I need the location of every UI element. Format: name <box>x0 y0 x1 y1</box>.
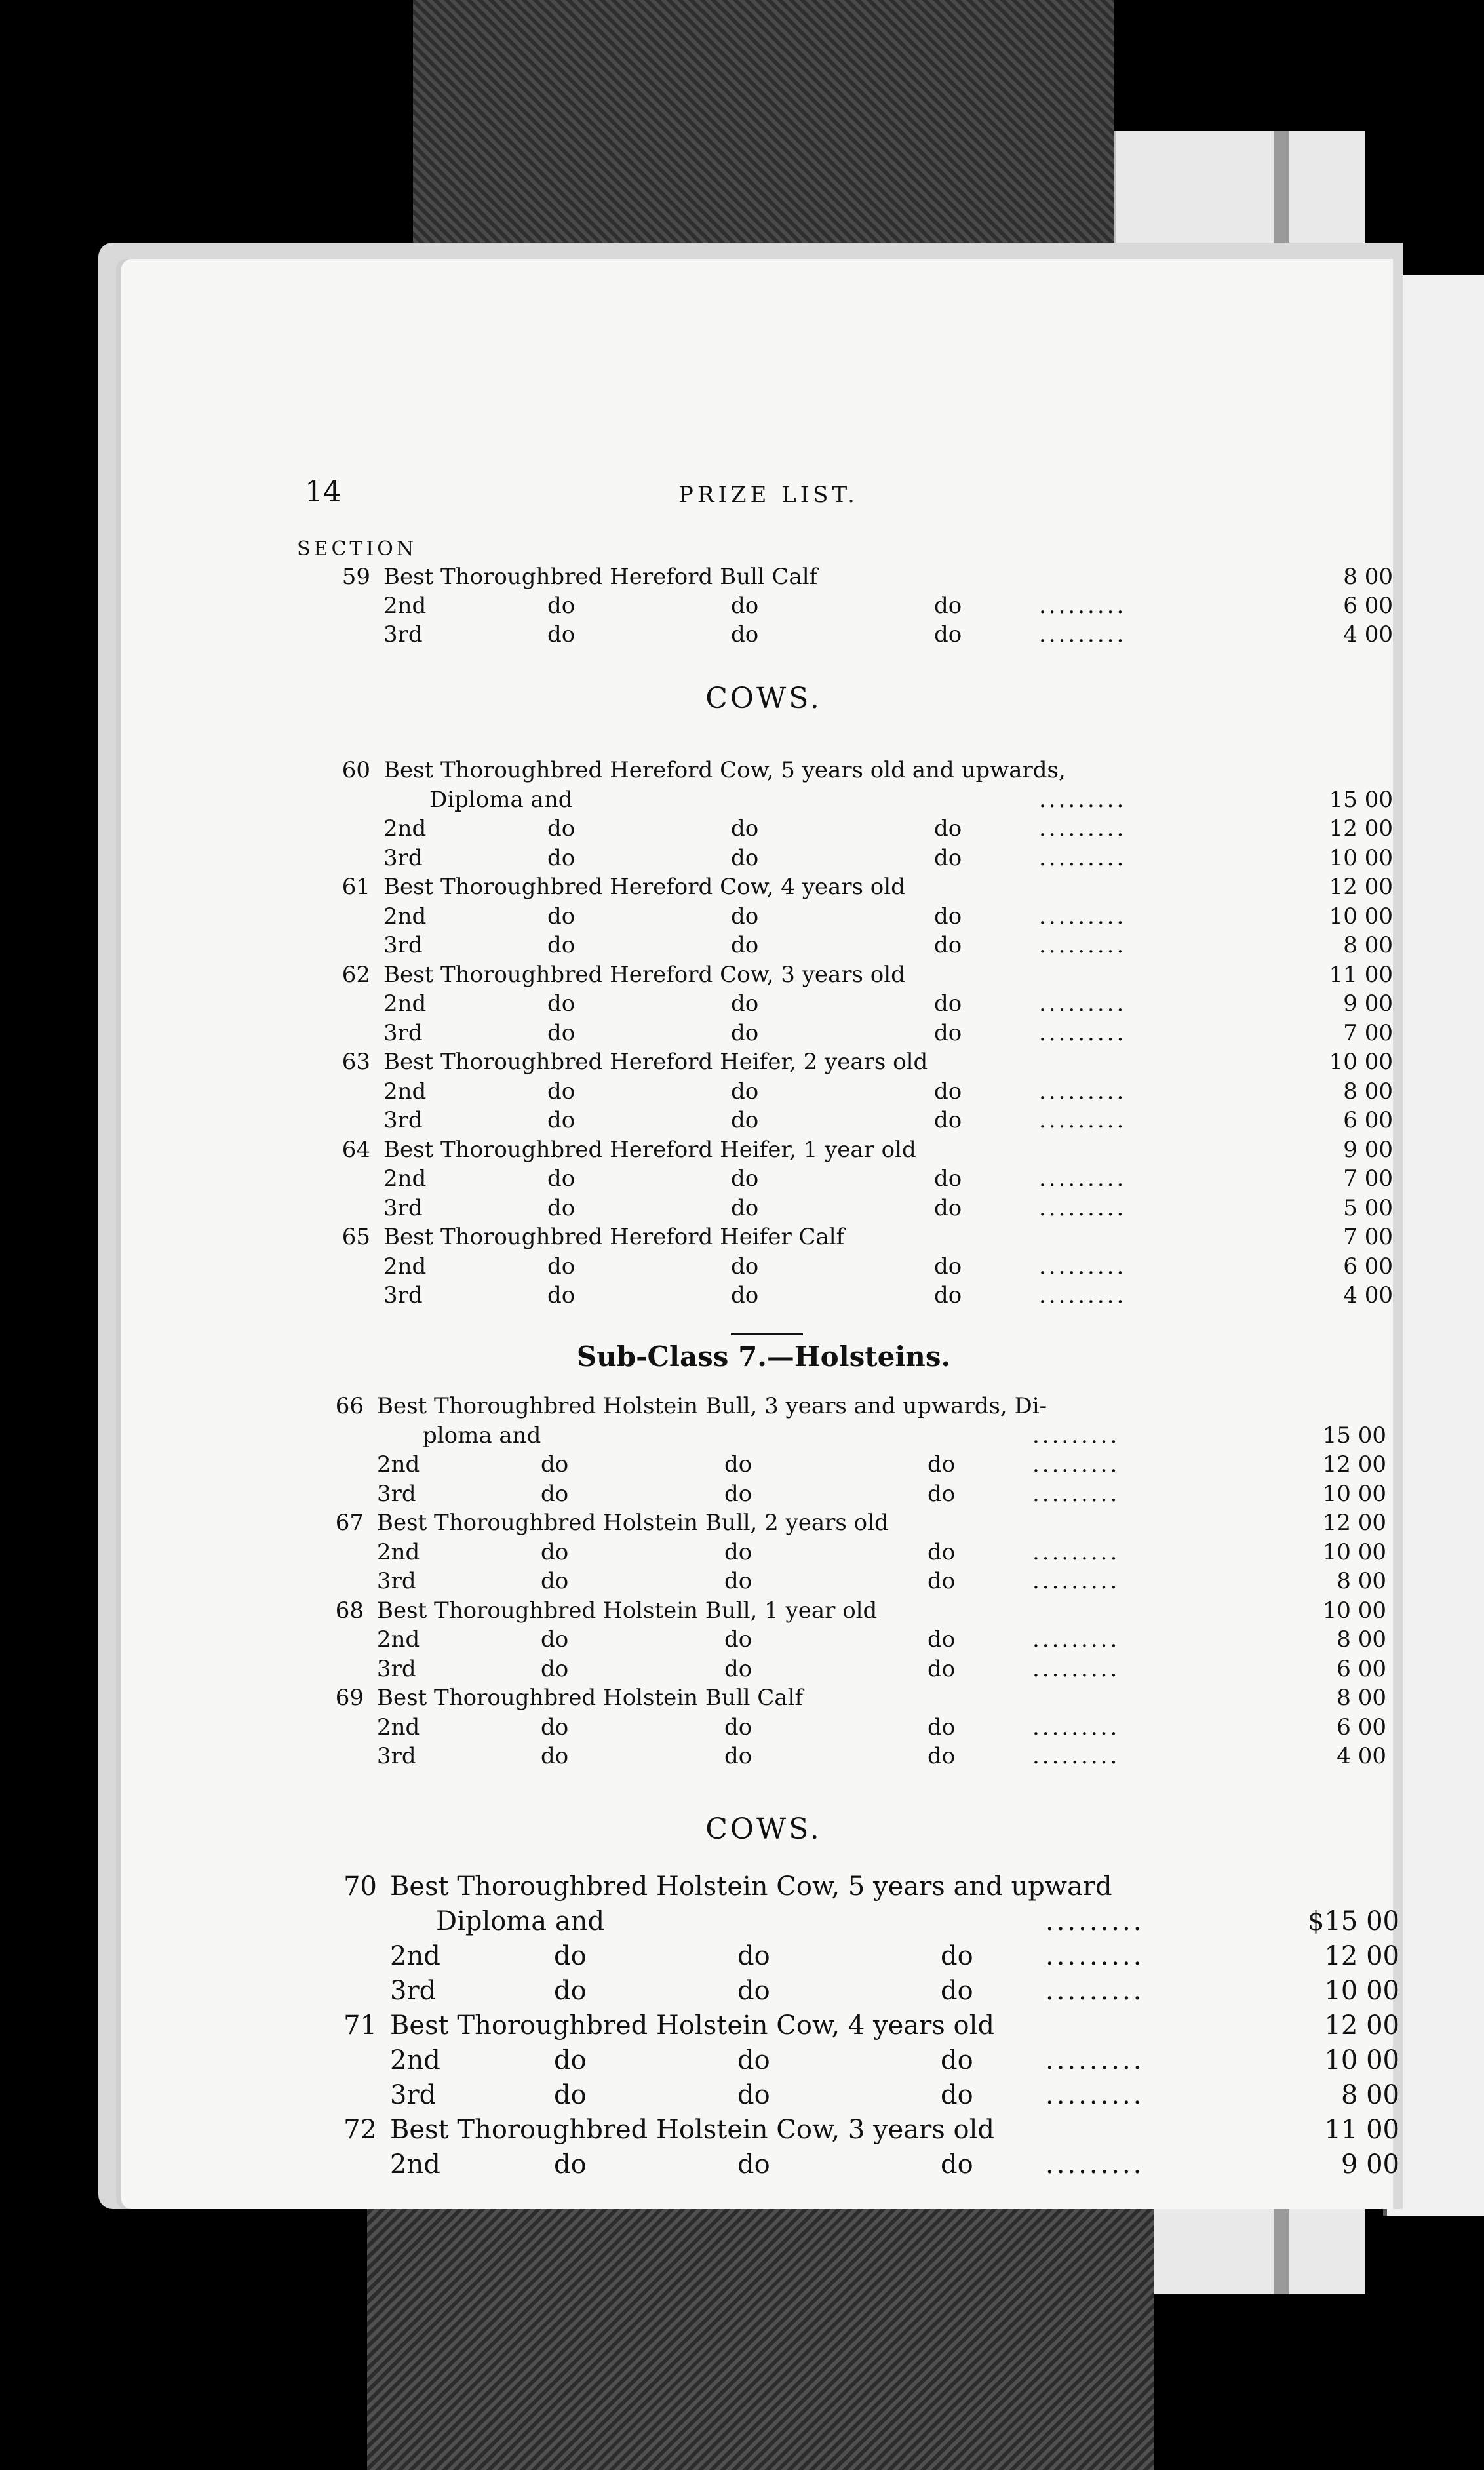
ditto-mark: do <box>724 1655 752 1682</box>
prize-row <box>128 1872 1413 1902</box>
prize-amount: 10 00 <box>1329 903 1393 930</box>
place-label: 2nd <box>377 1714 420 1740</box>
ditto-mark: do <box>928 1451 956 1478</box>
prize-row <box>121 1078 1406 1108</box>
section-number: 64 <box>342 1136 370 1163</box>
prize-amount: 10 00 <box>1322 1597 1386 1624</box>
dot-leader: ......... <box>1039 593 1127 619</box>
prize-description: Best Thoroughbred Hereford Cow, 4 years old <box>383 874 905 900</box>
section-label: SECTION <box>297 538 418 560</box>
ditto-mark: do <box>731 1166 759 1192</box>
section-number: 62 <box>342 961 370 988</box>
place-label: 3rd <box>377 1655 416 1682</box>
dot-leader: ......... <box>1039 1019 1127 1046</box>
ditto-mark: do <box>934 844 962 871</box>
ditto-mark: do <box>934 1166 962 1192</box>
prize-amount: 10 00 <box>1322 1539 1386 1565</box>
ditto-mark: do <box>731 1253 759 1280</box>
ditto-mark: do <box>724 1714 752 1740</box>
prize-description: Best Thoroughbred Holstein Bull Calf <box>377 1685 804 1711</box>
section-number: 72 <box>343 2115 377 2145</box>
ditto-mark: do <box>934 621 962 648</box>
prize-amount: 8 00 <box>1337 1568 1386 1594</box>
prize-row <box>121 815 1406 846</box>
dot-leader: ......... <box>1032 1422 1120 1449</box>
prize-amount: 12 00 <box>1324 2010 1399 2041</box>
dot-leader: ......... <box>1039 1194 1127 1221</box>
prize-amount: 5 00 <box>1343 1194 1393 1221</box>
ditto-mark: do <box>554 2149 587 2180</box>
dot-leader: ......... <box>1039 844 1127 871</box>
section-number: 71 <box>343 2010 377 2041</box>
page-number: 14 <box>305 475 342 509</box>
ditto-mark: do <box>934 593 962 619</box>
prize-row <box>121 932 1406 962</box>
section-number: 69 <box>335 1685 364 1711</box>
prize-description-cont: Diploma and <box>429 786 573 813</box>
ditto-mark: do <box>547 1107 576 1133</box>
ditto-mark: do <box>928 1568 956 1594</box>
prize-row <box>115 1656 1399 1686</box>
ditto-mark: do <box>547 990 576 1017</box>
prize-amount: 8 00 <box>1343 564 1393 590</box>
section-number: 59 <box>342 564 370 590</box>
prize-amount: 6 00 <box>1343 1107 1393 1133</box>
prize-row <box>121 621 1406 652</box>
ditto-mark: do <box>724 1539 752 1565</box>
place-label: 2nd <box>383 903 427 930</box>
prize-row <box>115 1568 1399 1598</box>
ditto-mark: do <box>928 1743 956 1769</box>
section-number: 60 <box>342 757 370 783</box>
prize-amount: 10 00 <box>1322 1480 1386 1507</box>
prize-amount: 6 00 <box>1337 1655 1386 1682</box>
cows-heading: COWS. <box>705 682 822 715</box>
prize-amount: 7 00 <box>1343 1019 1393 1046</box>
prize-amount: 8 00 <box>1337 1626 1386 1653</box>
prize-amount: 6 00 <box>1337 1714 1386 1740</box>
dot-leader: ......... <box>1032 1480 1120 1507</box>
prize-row <box>115 1510 1399 1540</box>
ditto-mark: do <box>941 2045 973 2075</box>
prize-amount: 6 00 <box>1343 593 1393 619</box>
dot-leader: ......... <box>1032 1626 1120 1653</box>
prize-row <box>121 845 1406 875</box>
dot-leader: ......... <box>1039 1282 1127 1308</box>
prize-amount: 9 00 <box>1343 1136 1393 1163</box>
place-label: 2nd <box>390 2149 440 2180</box>
ditto-mark: do <box>737 2080 770 2110</box>
ditto-mark: do <box>934 990 962 1017</box>
ditto-mark: do <box>928 1655 956 1682</box>
ditto-mark: do <box>928 1539 956 1565</box>
place-label: 2nd <box>390 2045 440 2075</box>
prize-row <box>128 2010 1413 2041</box>
ditto-mark: do <box>724 1743 752 1769</box>
ditto-mark: do <box>737 1976 770 2006</box>
dot-leader: ......... <box>1039 903 1127 930</box>
ditto-mark: do <box>547 1253 576 1280</box>
prize-row <box>115 1714 1399 1744</box>
prize-row <box>115 1685 1399 1715</box>
prize-description: Best Thoroughbred Holstein Bull, 1 year old <box>377 1597 878 1624</box>
prize-row <box>115 1626 1399 1656</box>
section-number: 67 <box>335 1510 364 1536</box>
prize-description: Best Thoroughbred Hereford Heifer, 2 years old <box>383 1049 928 1075</box>
ditto-mark: do <box>547 1194 576 1221</box>
dot-leader: ......... <box>1039 815 1127 842</box>
place-label: 3rd <box>390 1976 437 2006</box>
ditto-mark: do <box>541 1714 569 1740</box>
prize-amount: 4 00 <box>1343 621 1393 648</box>
prize-description: Best Thoroughbred Hereford Heifer Calf <box>383 1224 845 1250</box>
prize-row <box>115 1451 1399 1481</box>
ditto-mark: do <box>547 932 576 958</box>
prize-amount: 8 00 <box>1343 1078 1393 1105</box>
prize-row-continued <box>128 1906 1413 1936</box>
place-label: 3rd <box>383 1282 423 1308</box>
prize-row <box>121 1137 1406 1167</box>
prize-description-cont: ploma and <box>423 1422 541 1449</box>
prize-amount: 7 00 <box>1343 1224 1393 1250</box>
prize-row <box>121 903 1406 933</box>
section-number: 68 <box>335 1597 364 1624</box>
place-label: 3rd <box>383 1107 423 1133</box>
ditto-mark: do <box>934 1019 962 1046</box>
place-label: 2nd <box>377 1626 420 1653</box>
dot-leader: ......... <box>1032 1714 1120 1740</box>
prize-description: Best Thoroughbred Hereford Cow, 5 years old and upwards, <box>383 757 1066 783</box>
place-label: 3rd <box>377 1480 416 1507</box>
place-label: 3rd <box>383 844 423 871</box>
place-label: 3rd <box>383 1019 423 1046</box>
prize-amount: 9 00 <box>1340 2149 1399 2180</box>
ditto-mark: do <box>547 1282 576 1308</box>
ditto-mark: do <box>731 621 759 648</box>
ditto-mark: do <box>724 1451 752 1478</box>
ditto-mark: do <box>731 903 759 930</box>
prize-row-continued <box>121 787 1406 817</box>
ditto-mark: do <box>554 1976 587 2006</box>
prize-row <box>121 1049 1406 1079</box>
ditto-mark: do <box>731 990 759 1017</box>
place-label: 2nd <box>383 1078 427 1105</box>
prize-amount: $15 00 <box>1308 1906 1399 1936</box>
ditto-mark: do <box>731 1282 759 1308</box>
book-page <box>121 259 1399 2209</box>
prize-description: Best Thoroughbred Holstein Bull, 3 years and upwards, Di- <box>377 1393 1047 1419</box>
ditto-mark: do <box>724 1480 752 1507</box>
dot-leader: ......... <box>1045 1941 1144 1971</box>
prize-row <box>121 990 1406 1021</box>
prize-row <box>121 757 1406 787</box>
ditto-mark: do <box>547 593 576 619</box>
dot-leader: ......... <box>1045 2045 1144 2075</box>
dot-leader: ......... <box>1045 1976 1144 2006</box>
ditto-mark: do <box>941 2149 973 2180</box>
place-label: 3rd <box>383 932 423 958</box>
running-title: PRIZE LIST. <box>678 482 859 508</box>
place-label: 3rd <box>377 1743 416 1769</box>
ditto-mark: do <box>731 1194 759 1221</box>
ditto-mark: do <box>554 2045 587 2075</box>
prize-description-cont: Diploma and <box>436 1906 605 1936</box>
ditto-mark: do <box>731 1078 759 1105</box>
section-number: 63 <box>342 1049 370 1075</box>
dot-leader: ......... <box>1039 621 1127 648</box>
ditto-mark: do <box>547 621 576 648</box>
place-label: 2nd <box>383 1166 427 1192</box>
prize-description: Best Thoroughbred Holstein Cow, 3 years old <box>390 2115 994 2145</box>
prize-row <box>121 1020 1406 1050</box>
ditto-mark: do <box>934 1194 962 1221</box>
ditto-mark: do <box>554 1941 587 1971</box>
prize-row <box>115 1743 1399 1773</box>
prize-row <box>128 1976 1413 2006</box>
prize-amount: 10 00 <box>1329 844 1393 871</box>
ditto-mark: do <box>541 1451 569 1478</box>
dot-leader: ......... <box>1032 1743 1120 1769</box>
ditto-mark: do <box>934 1107 962 1133</box>
ditto-mark: do <box>541 1539 569 1565</box>
prize-row <box>121 1166 1406 1196</box>
prize-row <box>121 1282 1406 1312</box>
ditto-mark: do <box>731 815 759 842</box>
prize-amount: 11 00 <box>1329 961 1393 988</box>
section-number: 70 <box>343 1872 377 1902</box>
prize-description: Best Thoroughbred Hereford Heifer, 1 year old <box>383 1136 916 1163</box>
prize-amount: 8 00 <box>1340 2080 1399 2110</box>
prize-amount: 15 00 <box>1322 1422 1386 1449</box>
ditto-mark: do <box>934 903 962 930</box>
prize-amount: 12 00 <box>1324 1941 1399 1971</box>
prize-row <box>115 1393 1399 1423</box>
place-label: 2nd <box>377 1539 420 1565</box>
place-label: 3rd <box>383 621 423 648</box>
prize-row <box>115 1598 1399 1628</box>
prize-amount: 9 00 <box>1343 990 1393 1017</box>
dot-leader: ......... <box>1045 2149 1144 2180</box>
ditto-mark: do <box>541 1655 569 1682</box>
section-number: 61 <box>342 874 370 900</box>
dot-leader: ......... <box>1039 990 1127 1017</box>
ditto-mark: do <box>547 815 576 842</box>
ditto-mark: do <box>737 1941 770 1971</box>
prize-amount: 12 00 <box>1322 1451 1386 1478</box>
ditto-mark: do <box>928 1480 956 1507</box>
ditto-mark: do <box>737 2045 770 2075</box>
prize-amount: 10 00 <box>1329 1049 1393 1075</box>
ditto-mark: do <box>731 844 759 871</box>
place-label: 2nd <box>383 1253 427 1280</box>
prize-row-continued <box>115 1422 1399 1453</box>
ditto-mark: do <box>724 1568 752 1594</box>
ditto-mark: do <box>547 1078 576 1105</box>
prize-row <box>121 1224 1406 1254</box>
prize-row <box>115 1539 1399 1569</box>
prize-amount: 7 00 <box>1343 1166 1393 1192</box>
place-label: 3rd <box>383 1194 423 1221</box>
ditto-mark: do <box>941 2080 973 2110</box>
scan-background-bottom <box>367 2189 1154 2470</box>
dot-leader: ......... <box>1039 932 1127 958</box>
prize-amount: 6 00 <box>1343 1253 1393 1280</box>
dot-leader: ......... <box>1045 1906 1144 1936</box>
prize-amount: 12 00 <box>1329 874 1393 900</box>
ditto-mark: do <box>941 1976 973 2006</box>
ditto-mark: do <box>541 1626 569 1653</box>
prize-row <box>121 1107 1406 1137</box>
prize-amount: 12 00 <box>1329 815 1393 842</box>
dot-leader: ......... <box>1032 1539 1120 1565</box>
dot-leader: ......... <box>1039 1078 1127 1105</box>
prize-amount: 4 00 <box>1337 1743 1386 1769</box>
place-label: 2nd <box>383 815 427 842</box>
ditto-mark: do <box>731 932 759 958</box>
ditto-mark: do <box>541 1568 569 1594</box>
ditto-mark: do <box>547 844 576 871</box>
dot-leader: ......... <box>1032 1568 1120 1594</box>
ditto-mark: do <box>928 1626 956 1653</box>
ditto-mark: do <box>541 1480 569 1507</box>
ditto-mark: do <box>547 903 576 930</box>
prize-description: Best Thoroughbred Hereford Bull Calf <box>383 564 818 590</box>
place-label: 2nd <box>390 1941 440 1971</box>
ditto-mark: do <box>737 2149 770 2180</box>
prize-row <box>128 2080 1413 2110</box>
prize-description: Best Thoroughbred Holstein Bull, 2 years old <box>377 1510 889 1536</box>
dot-leader: ......... <box>1039 1253 1127 1280</box>
ditto-mark: do <box>731 1107 759 1133</box>
prize-amount: 4 00 <box>1343 1282 1393 1308</box>
prize-row <box>115 1481 1399 1511</box>
dot-leader: ......... <box>1039 1107 1127 1133</box>
ditto-mark: do <box>941 1941 973 1971</box>
section-rule <box>731 1333 803 1335</box>
ditto-mark: do <box>731 1019 759 1046</box>
dot-leader: ......... <box>1032 1451 1120 1478</box>
prize-amount: 10 00 <box>1324 2045 1399 2075</box>
place-label: 2nd <box>377 1451 420 1478</box>
ditto-mark: do <box>547 1019 576 1046</box>
prize-row <box>128 2149 1413 2180</box>
prize-amount: 8 00 <box>1343 932 1393 958</box>
dot-leader: ......... <box>1039 1166 1127 1192</box>
cows-heading-2: COWS. <box>705 1813 822 1846</box>
ditto-mark: do <box>541 1743 569 1769</box>
ditto-mark: do <box>731 593 759 619</box>
ditto-mark: do <box>928 1714 956 1740</box>
prize-description: Best Thoroughbred Holstein Cow, 4 years old <box>390 2010 994 2041</box>
prize-amount: 12 00 <box>1322 1510 1386 1536</box>
prize-amount: 8 00 <box>1337 1685 1386 1711</box>
prize-row <box>121 962 1406 992</box>
place-label: 3rd <box>377 1568 416 1594</box>
prize-amount: 15 00 <box>1329 786 1393 813</box>
ditto-mark: do <box>934 1253 962 1280</box>
prize-description: Best Thoroughbred Hereford Cow, 3 years old <box>383 961 905 988</box>
prize-row <box>121 593 1406 623</box>
place-label: 2nd <box>383 593 427 619</box>
prize-row <box>121 564 1406 594</box>
prize-row <box>121 1195 1406 1225</box>
ditto-mark: do <box>934 1078 962 1105</box>
dot-leader: ......... <box>1039 786 1127 813</box>
prize-row <box>128 1941 1413 1971</box>
prize-amount: 10 00 <box>1324 1976 1399 2006</box>
ditto-mark: do <box>934 1282 962 1308</box>
section-number: 65 <box>342 1224 370 1250</box>
dot-leader: ......... <box>1045 2080 1144 2110</box>
scan-background-top <box>413 0 1114 275</box>
ditto-mark: do <box>934 815 962 842</box>
place-label: 2nd <box>383 990 427 1017</box>
prize-row <box>121 874 1406 904</box>
prize-description: Best Thoroughbred Holstein Cow, 5 years and upward <box>390 1872 1112 1902</box>
prize-row <box>128 2045 1413 2075</box>
ditto-mark: do <box>554 2080 587 2110</box>
subclass-heading: Sub-Class 7.—Holsteins. <box>576 1341 951 1373</box>
ditto-mark: do <box>934 932 962 958</box>
ditto-mark: do <box>724 1626 752 1653</box>
prize-amount: 11 00 <box>1324 2115 1399 2145</box>
dot-leader: ......... <box>1032 1655 1120 1682</box>
prize-row <box>128 2115 1413 2145</box>
place-label: 3rd <box>390 2080 437 2110</box>
ditto-mark: do <box>547 1166 576 1192</box>
section-number: 66 <box>335 1393 364 1419</box>
prize-row <box>121 1253 1406 1284</box>
